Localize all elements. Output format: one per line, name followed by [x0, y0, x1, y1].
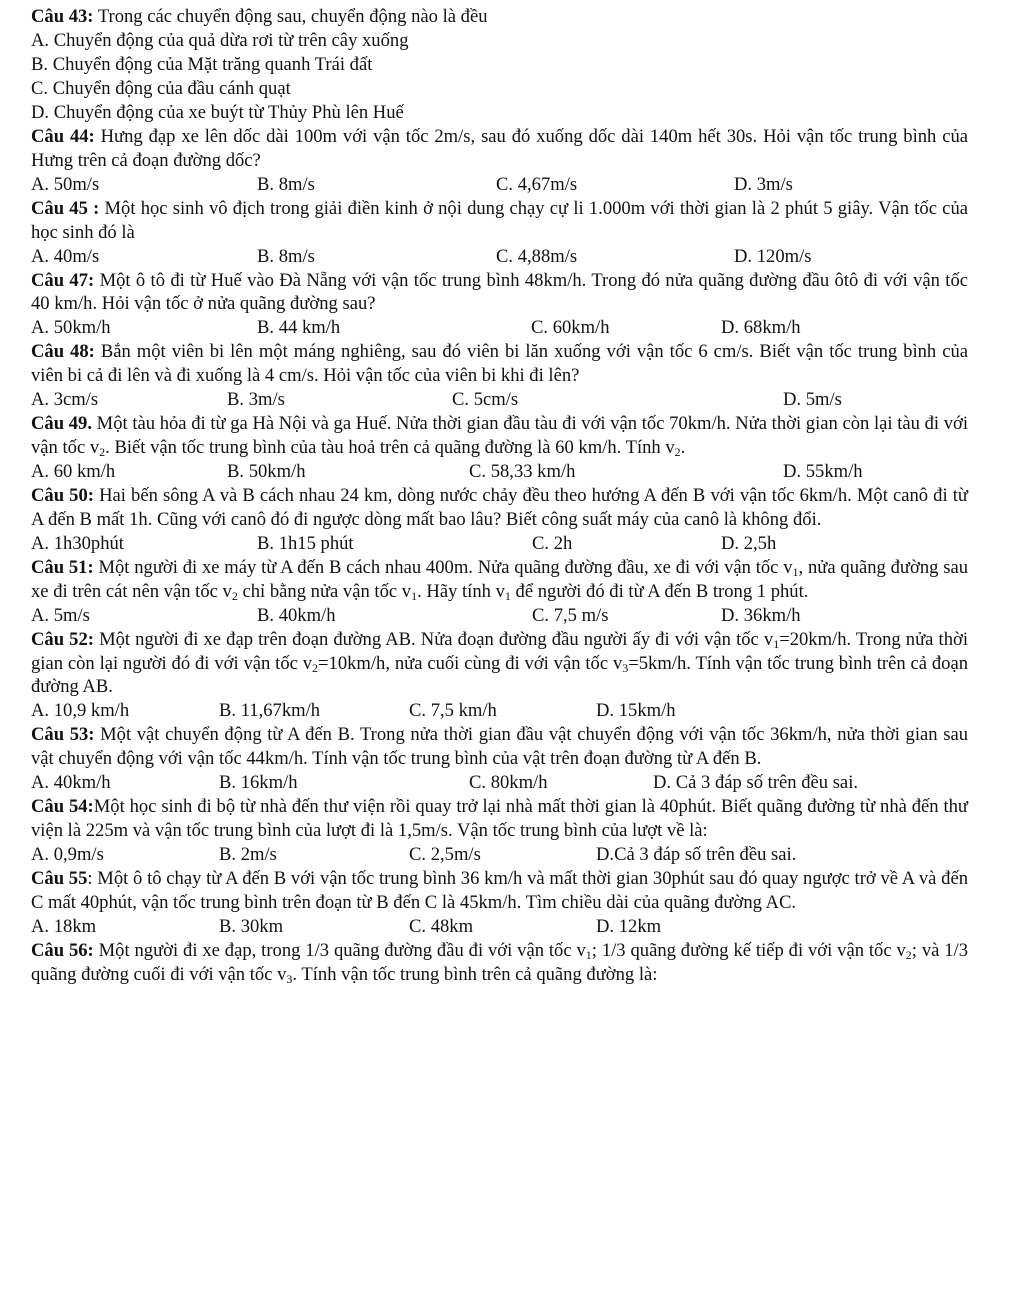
- subscript: 2: [312, 660, 319, 675]
- subscript: 1: [792, 564, 799, 579]
- question-text: Một người đi xe máy từ A đến B cách nhau 400m. Nửa quãng đường đầu, xe đi với vận tốc v: [98, 556, 793, 578]
- option-b: B. 8m/s: [257, 245, 315, 267]
- option-d: D. 55km/h: [783, 460, 863, 482]
- option-d: D. 5m/s: [783, 389, 842, 411]
- option-row: [31, 460, 968, 484]
- question-label: Câu 51:: [31, 556, 94, 578]
- option-c: C. 7,5 m/s: [532, 604, 609, 626]
- option-c: C. 60km/h: [531, 317, 610, 339]
- subscript: 1: [773, 636, 780, 651]
- option-row: [31, 915, 968, 939]
- option-c: C. 7,5 km/h: [409, 700, 497, 722]
- question-stem: [31, 795, 968, 843]
- question-label: Câu 47:: [31, 269, 95, 291]
- option-c: C. 4,88m/s: [496, 245, 578, 267]
- option-row: [31, 245, 968, 269]
- option-a: A. 1h30phút: [31, 532, 124, 554]
- option-row: [31, 843, 968, 867]
- question-44: [31, 125, 968, 197]
- question-stem: [31, 5, 968, 29]
- subscript: 1: [504, 588, 511, 603]
- question-stem: [31, 197, 968, 245]
- option-c: C. 80km/h: [469, 772, 548, 794]
- option-c: C. Chuyển động của đầu cánh quạt: [31, 77, 291, 99]
- question-text: Một người đi xe đạp trên đoạn đường AB. Nửa đoạn đường đầu người ấy đi với vận tốc v: [99, 628, 774, 650]
- question-stem: [31, 125, 968, 173]
- option-row: [31, 316, 968, 340]
- option-d: D. Chuyển động của xe buýt từ Thủy Phù lên Huế: [31, 101, 404, 123]
- question-45: [31, 197, 968, 269]
- question-53: [31, 723, 968, 795]
- option-b: B. 30km: [219, 915, 284, 937]
- question-text: để người đó đi từ A đến B trong 1 phút.: [510, 580, 809, 602]
- question-stem: [31, 484, 968, 532]
- option-row: [31, 604, 968, 628]
- subscript: 1: [585, 947, 592, 962]
- option-line: [31, 101, 968, 125]
- question-text: .: [680, 437, 686, 459]
- option-c: C. 5cm/s: [452, 389, 519, 411]
- option-b: B. 11,67km/h: [219, 700, 321, 722]
- option-c: C. 2h: [532, 532, 573, 554]
- question-text: Một ô tô đi từ Huế vào Đà Nẵng với vận tốc trung bình 48km/h. Trong đó nửa quãng đường đầu ôtô đi với vận tốc 40 km/h. Hỏi vận tốc ở nửa quãng đường sau?: [31, 269, 969, 315]
- question-stem: [31, 867, 968, 915]
- option-d: D. Cả 3 đáp số trên đều sai.: [653, 772, 859, 794]
- question-text: =10km/h, nửa cuối cùng đi với vận tốc v: [318, 652, 623, 674]
- question-label: Câu 50:: [31, 484, 94, 506]
- question-text: Hai bến sông A và B cách nhau 24 km, dòng nước chảy đều theo hướng A đến B với vận tốc 6km/h. Một canô đi từ A đến B mất 1h. Cũng với canô đó đi ngược dòng mất bao lâu? Biết công suất máy của canô là không đổi.: [31, 484, 968, 530]
- option-c: C. 58,33 km/h: [469, 460, 576, 482]
- question-55: [31, 867, 968, 939]
- question-label: Câu 48:: [31, 341, 95, 363]
- question-text: Một học sinh vô địch trong giải điền kinh ở nội dung chạy cự li 1.000m với thời gian là 2 phút 5 giây. Vận tốc của học sinh đó là: [31, 197, 968, 243]
- question-text: Bắn một viên bi lên một máng nghiêng, sau đó viên bi lăn xuống với vận tốc 6 cm/s. Biết vận tốc trung bình của viên bi cả đi lên và đi xuống là 4 cm/s. Hỏi vận tốc của viên bi khi đi lên?: [31, 341, 968, 387]
- option-row: [31, 771, 968, 795]
- option-a: A. 5m/s: [31, 604, 90, 626]
- option-a: A. 0,9m/s: [31, 843, 104, 865]
- option-line: [31, 29, 968, 53]
- option-a: A. 40km/h: [31, 772, 111, 794]
- question-text: Một người đi xe đạp, trong 1/3 quãng đường đầu đi với vận tốc v: [98, 939, 586, 961]
- option-b: B. 16km/h: [219, 772, 298, 794]
- question-text: . Tính vận tốc trung bình trên cả quãng đường là:: [292, 963, 658, 985]
- subscript: 1: [411, 588, 418, 603]
- option-d: D. 120m/s: [734, 245, 812, 267]
- question-stem: [31, 269, 968, 317]
- option-d: D. 15km/h: [596, 700, 676, 722]
- option-a: A. 50km/h: [31, 317, 111, 339]
- option-d: D. 68km/h: [721, 317, 801, 339]
- question-label: Câu 56:: [31, 939, 94, 961]
- option-b: B. 2m/s: [219, 843, 277, 865]
- option-d: D. 2,5h: [721, 532, 777, 554]
- question-text: , nửa quãng đường sau xe đi trên cát nên vận tốc v: [31, 556, 969, 602]
- question-stem: [31, 340, 968, 388]
- question-text: Một vật chuyển động từ A đến B. Trong nửa thời gian đầu vật chuyển động với vận tốc 36km/h, nửa thời gian sau vật chuyển động với vận tốc 44km/h. Tính vận tốc trung bình của vật trên đoạn đường từ A đến B.: [31, 724, 968, 770]
- option-row: [31, 388, 968, 412]
- option-b: B. 1h15 phút: [257, 532, 354, 554]
- option-a: A. 40m/s: [31, 245, 100, 267]
- question-text: Hưng đạp xe lên dốc dài 100m với vận tốc 2m/s, sau đó xuống dốc dài 140m hết 30s. Hỏi vận tốc trung bình của Hưng trên cả đoạn đường dốc?: [31, 125, 969, 171]
- option-row: [31, 699, 968, 723]
- subscript: 2: [231, 588, 238, 603]
- question-label: Câu 55: [31, 867, 88, 889]
- question-47: [31, 269, 968, 341]
- subscript: 2: [99, 445, 106, 460]
- question-text: =5km/h. Tính vận tốc trung bình trên cả đoạn đường AB.: [31, 652, 968, 698]
- option-a: A. 3cm/s: [31, 389, 99, 411]
- option-a: A. 18km: [31, 915, 97, 937]
- question-label: Câu 52:: [31, 628, 94, 650]
- subscript: 3: [286, 971, 293, 986]
- question-text: chỉ bằng nửa vận tốc v: [237, 580, 412, 602]
- option-line: [31, 53, 968, 77]
- option-b: B. 8m/s: [257, 173, 315, 195]
- question-text: : Một ô tô chạy từ A đến B với vận tốc trung bình 36 km/h và mất thời gian 30phút sau đó quay ngược trở về A và đến C mất 40phút, vận tốc trung bình trên đoạn từ B đến C là 45km/h. Tìm chiều dài của quãng đường AC.: [31, 867, 968, 913]
- question-50: [31, 484, 968, 556]
- option-a: A. 10,9 km/h: [31, 700, 130, 722]
- question-label: Câu 54:: [31, 796, 94, 818]
- option-c: C. 48km: [409, 915, 474, 937]
- option-c: C. 4,67m/s: [496, 173, 578, 195]
- subscript: 2: [905, 947, 912, 962]
- question-51: [31, 556, 968, 628]
- option-c: C. 2,5m/s: [409, 843, 481, 865]
- question-text: ; và 1/3 quãng đường cuối đi với vận tốc v: [31, 939, 969, 985]
- question-label: Câu 45 :: [31, 197, 100, 219]
- question-text: . Hãy tính v: [417, 580, 505, 602]
- question-text: Một tàu hỏa đi từ ga Hà Nội và ga Huế. Nửa thời gian đầu tàu đi với vận tốc 70km/h. Nửa thời gian còn lại tàu đi với vận tốc v: [31, 413, 969, 459]
- question-56: [31, 939, 968, 987]
- option-a: A. Chuyển động của quả dừa rơi từ trên cây xuống: [31, 29, 409, 51]
- question-stem: [31, 723, 968, 771]
- option-row: [31, 532, 968, 556]
- question-text: ; 1/3 quãng đường kế tiếp đi với vận tốc v: [591, 939, 906, 961]
- option-b: B. 44 km/h: [257, 317, 341, 339]
- question-43: [31, 5, 968, 125]
- option-d: D. 12km: [596, 915, 662, 937]
- option-b: B. 50km/h: [227, 460, 306, 482]
- question-stem: [31, 939, 968, 987]
- subscript: 3: [622, 660, 629, 675]
- question-text: Trong các chuyển động sau, chuyển động nào là đều: [97, 6, 488, 27]
- question-49: [31, 412, 968, 484]
- question-text: =20km/h. Trong nửa thời gian còn lại người đó đi với vận tốc v: [31, 628, 968, 674]
- subscript: 2: [674, 445, 681, 460]
- question-stem: [31, 412, 968, 460]
- option-a: A. 60 km/h: [31, 460, 116, 482]
- question-stem: [31, 556, 968, 604]
- question-text: . Biết vận tốc trung bình của tàu hoả trên cả quãng đường là 60 km/h. Tính v: [105, 437, 675, 459]
- option-row: [31, 173, 968, 197]
- question-48: [31, 340, 968, 412]
- question-54: [31, 795, 968, 867]
- option-d: D. 3m/s: [734, 173, 793, 195]
- question-label: Câu 53:: [31, 724, 95, 746]
- question-stem: [31, 628, 968, 700]
- option-b: B. 40km/h: [257, 604, 336, 626]
- question-52: [31, 628, 968, 724]
- option-d: D. 36km/h: [721, 604, 801, 626]
- option-b: B. 3m/s: [227, 389, 285, 411]
- option-a: A. 50m/s: [31, 173, 100, 195]
- question-label: Câu 44:: [31, 125, 95, 147]
- option-b: B. Chuyển động của Mặt trăng quanh Trái đất: [31, 53, 373, 75]
- question-label: Câu 43:: [31, 6, 94, 27]
- question-text: Một học sinh đi bộ từ nhà đến thư viện rồi quay trở lại nhà mất thời gian là 40phút. Biết quãng đường từ nhà đến thư viện là 225m và vận tốc trung bình của lượt đi là 1,5m/s. Vận tốc trung bình của lượt về là:: [31, 796, 968, 842]
- option-d: D.Cả 3 đáp số trên đều sai.: [596, 843, 797, 865]
- option-line: [31, 77, 968, 101]
- question-label: Câu 49.: [31, 413, 92, 435]
